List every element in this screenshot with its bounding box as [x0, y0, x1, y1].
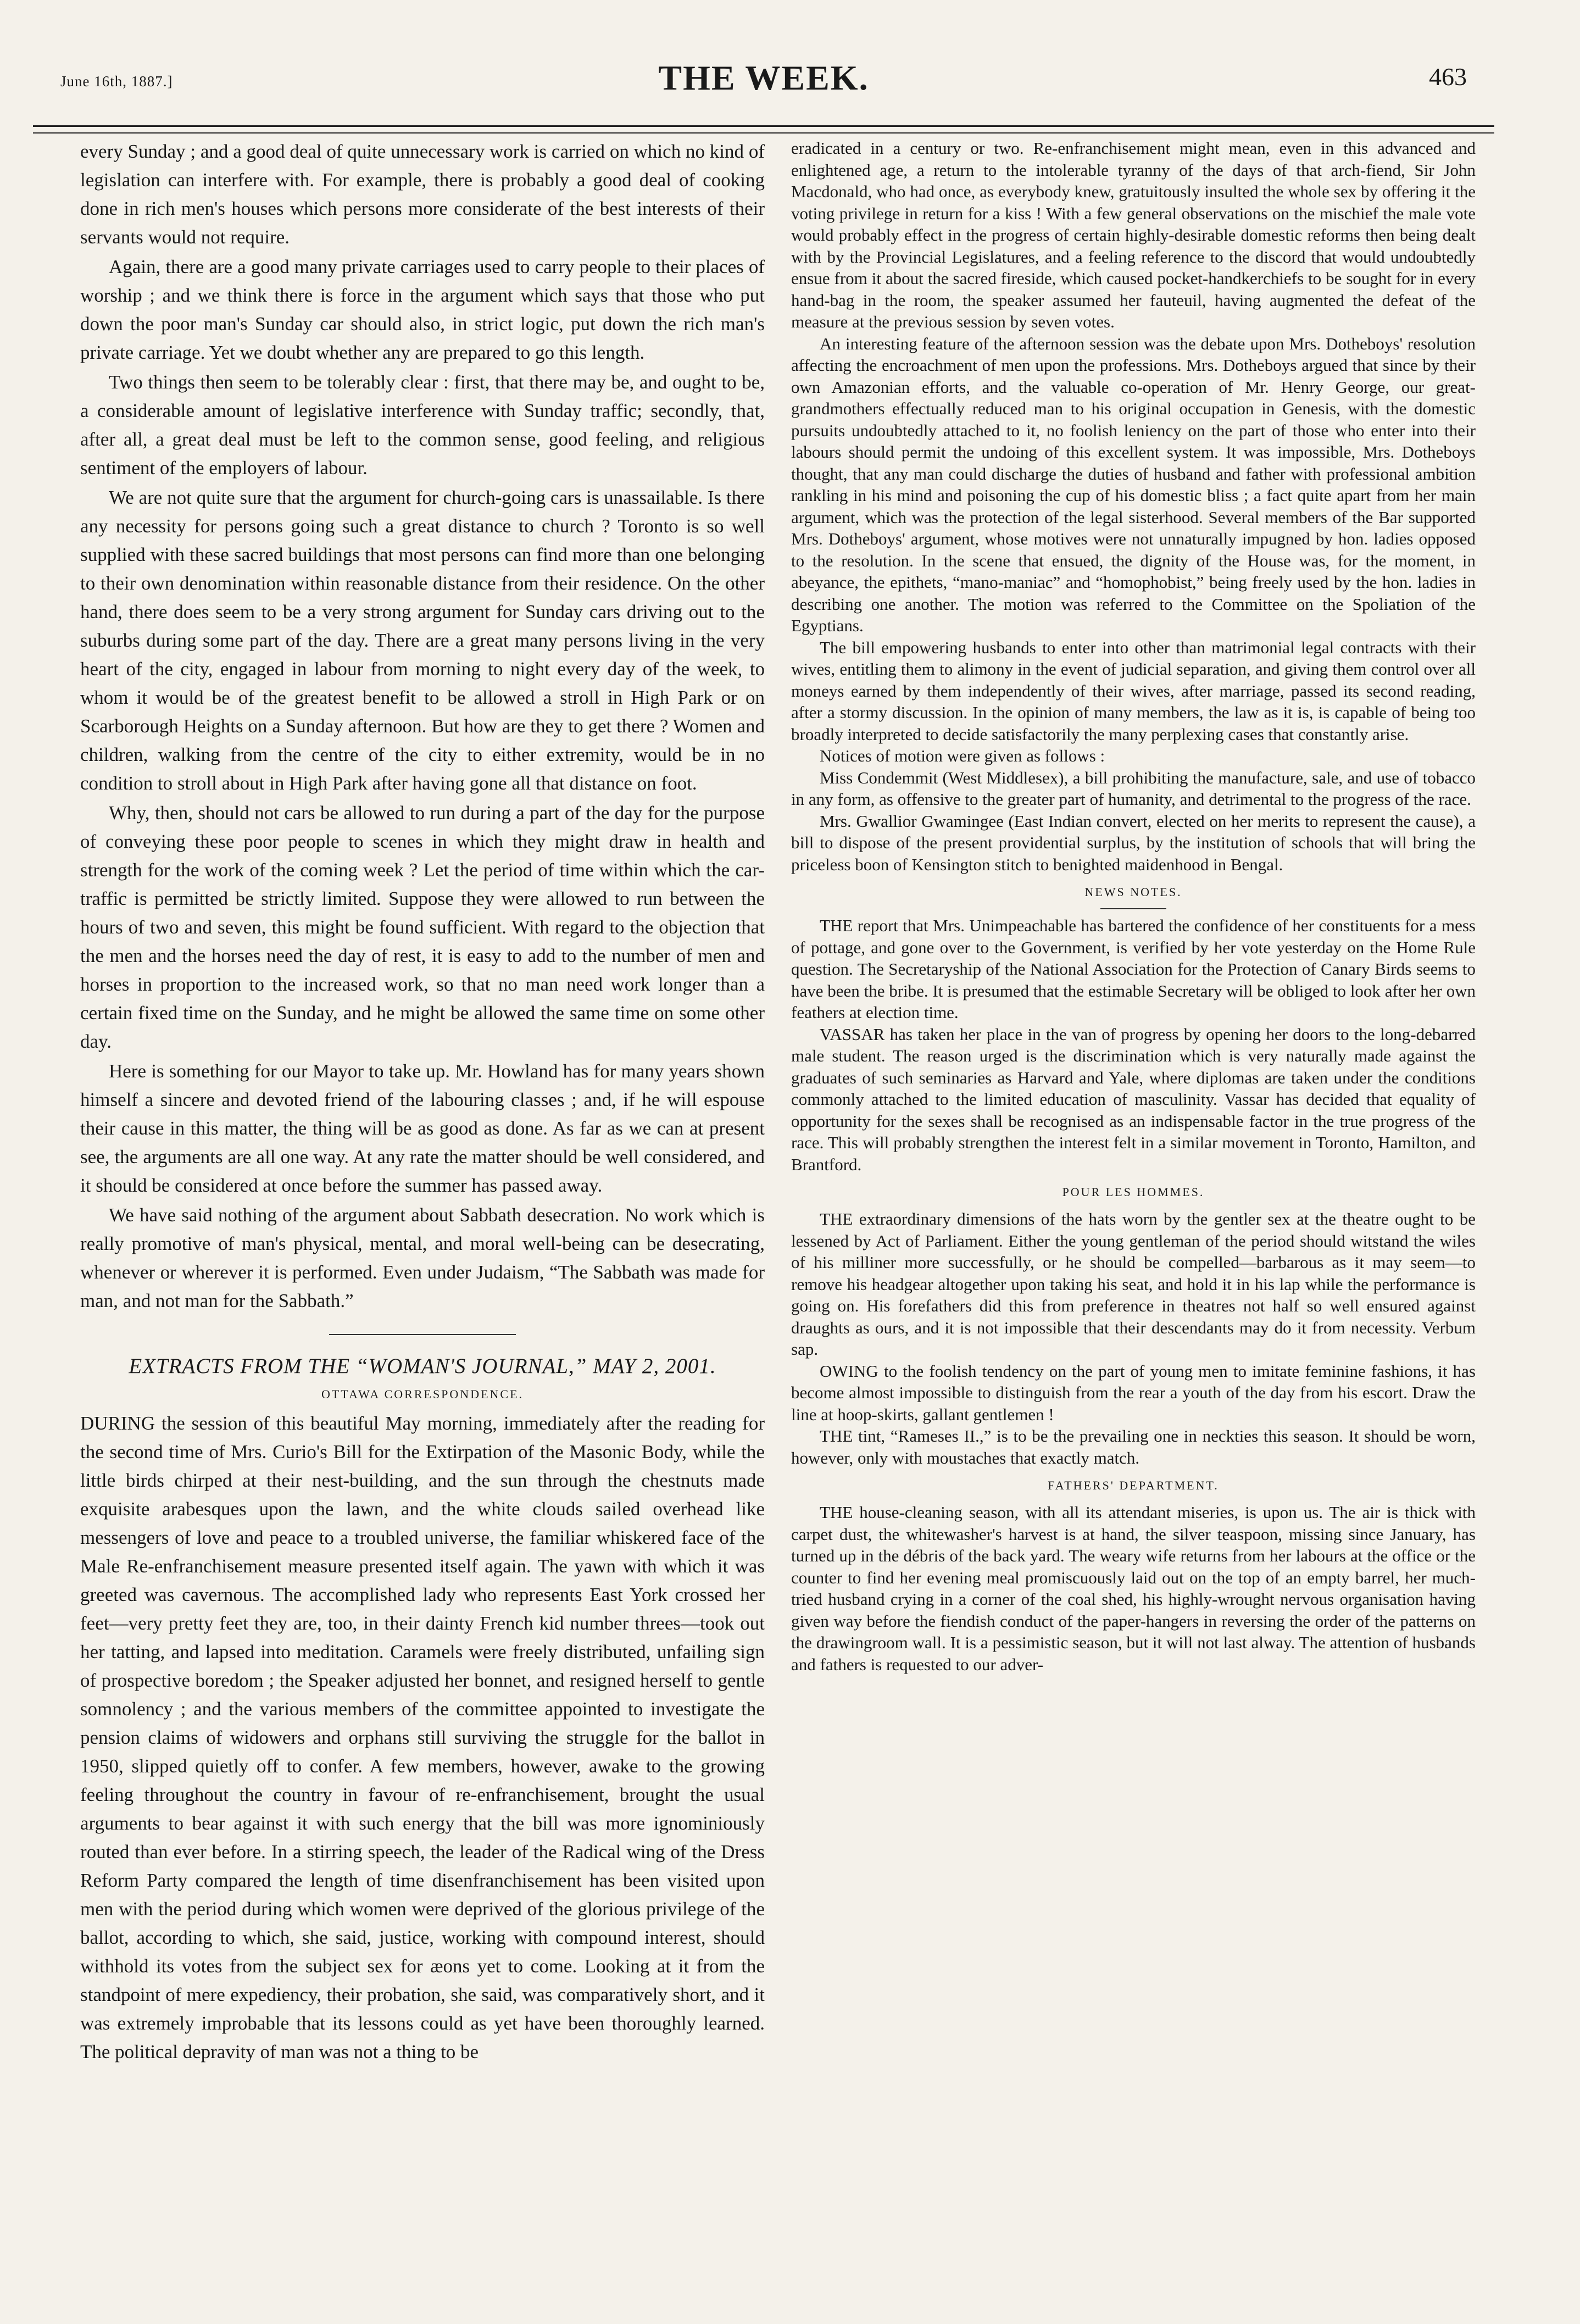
pour-les-hommes-item: THE extraordinary dimensions of the hats worn by the gentler sex at the theatre ought to be lessened by Act of Parliament. Either the young gentleman of the period should witstand the wiles of his milliner more successfully, or he should be compelled—barbarous as it may seem—to remove his headgear altogether upon taking his seat, and hold it in his lap while the performance is going on. His forefathers did this from preference in theatres not half so well ensured against draughts as ours, and it is not impossible that their descendants may do it from necessity. Verbum sap. — [791, 1209, 1476, 1359]
section-divider — [329, 1334, 516, 1335]
masthead-title: THE WEEK. — [658, 58, 869, 97]
news-note: THE report that Mrs. Unimpeachable has bartered the confidence of her constituents for a mess of pottage, and gone over to the Government, is verified by her vote yesterday on the Home Rule question. The Secretaryship of the National Association for the Protection of Canary Birds seems to have been the bribe. It is presumed that the estimable Secretary will be obliged to look after her own feathers at election time. — [791, 916, 1476, 1022]
subhead-pour-les-hommes: POUR LES HOMMES. — [1062, 1185, 1205, 1199]
paragraph: Here is something for our Mayor to take up. Mr. Howland has for many years shown himself a sincere and devoted friend of the labouring classes ; and, if he will espouse their cause in this matter, the thing will be as good as done. As far as we can at present see, the arguments are all one way. At any rate the matter should be well considered, and it should be considered at once before the summer has passed away. — [80, 1060, 765, 1196]
pour-les-hommes-item: OWING to the foolish tendency on the part of young men to imitate feminine fashions, it has become almost impossible to distinguish from the rear a youth of the day from his escort. Draw the line at hoop-skirts, gallant gentlemen ! — [791, 1361, 1476, 1424]
paragraph: We have said nothing of the argument about Sabbath desecration. No work which is really promotive of man's physical, mental, and moral well-being can be desecrating, whenever or wherever it is performed. Even under Judaism, “The Sabbath was made for man, and not man for the Sabbath.” — [80, 1204, 765, 1311]
paragraph: Two things then seem to be tolerably clear : first, that there may be, and ought to be, a considerable amount of legislative interference with Sunday traffic; secondly, that, after all, a great deal must be left to the common sense, good feeling, and religious sentiment of the employers of labour. — [80, 371, 765, 479]
page-header — [60, 58, 1467, 102]
paragraph: eradicated in a century or two. Re-enfranchisement might mean, even in this advanced and enlightened age, a return to the intolerable tyranny of the days of that arch-fiend, Sir John Macdonald, who had once, as everybody knew, gratuitously insulted the whole sex by offering it the voting privilege in return for a kiss ! With a few general observations on the mischief the male vote would probably effect in the progress of certain highly-desirable domestic reforms then being dealt with by the Provincial Legislatures, and a feeling reference to the discord that would undoubtedly ensue from it about the sacred fireside, which caused pocket-handkerchiefs to be sought for in every hand-bag in the room, the speaker assumed her fauteuil, having augmented the defeat of the measure at the previous session by seven votes. — [791, 138, 1476, 331]
paragraph: We are not quite sure that the argument for church-going cars is unassailable. Is there any necessity for persons going such a great distance to church ? Toronto is so well supplied with these sacred buildings that most persons can find more than one belonging to their own denomination within reasonable distance from their residence. On the other hand, there does seem to be a very strong argument for Sunday cars driving out to the suburbs during some part of the day. There are a great many persons living in the very heart of the city, engaged in labour from morning to night every day of the week, to whom it would be of the greatest benefit to be allowed a stroll in High Park or on Scarborough Heights on a Sunday afternoon. But how are they to get there ? Women and children, walking from the centre of the city to either extremity, would be in no condition to stroll about in High Park after having gone all that distance on foot. — [80, 487, 765, 794]
section-title: EXTRACTS FROM THE “WOMAN'S JOURNAL,” MAY 2, 2001. — [129, 1354, 716, 1378]
left-column — [80, 137, 765, 2291]
paragraph: Why, then, should not cars be allowed to run during a part of the day for the purpose of conveying these poor people to scenes in which they might draw in health and strength for the work of the coming week ? Let the period of time within which the car-traffic is permitted be strictly limited. Suppose they were allowed to run between the hours of two and seven, this might be found sufficient. With regard to the objection that the men and the horses need the day of rest, it is easy to add to the number of men and horses in proportion to the increased work, so that no man need work longer than a certain fixed time on the Sunday, and he might be allowed the same time on some other day. — [80, 802, 765, 1052]
issue-date: June 16th, 1887.] — [60, 73, 173, 90]
paragraph: Again, there are a good many private carriages used to carry people to their places of worship ; and we think there is force in the argument which says that those who put down the poor man's Sunday car should also, in strict logic, put down the rich man's private carriage. Yet we doubt whether any are prepared to go this length. — [80, 256, 765, 363]
page-number: 463 — [1429, 63, 1467, 91]
news-note: VASSAR has taken her place in the van of progress by opening her doors to the long-debarred male student. The reason urged is the discrimination which is very naturally made against the graduates of such seminaries as Harvard and Yale, where diplomas are taken under the conditions commonly attached to the limited education of masculinity. Vassar has decided that equality of opportunity for the sexes shall be recognised as an indispensable factor in the true progress of the race. This will probably strengthen the interest felt in a similar movement in Toronto, Hamilton, and Brantford. — [791, 1024, 1476, 1174]
paragraph: every Sunday ; and a good deal of quite unnecessary work is carried on which no kind of legislation can interfere with. For example, there is probably a good deal of cooking done in rich men's houses which persons more considerate of the best interests of their servants would not require. — [80, 141, 765, 248]
paragraph: An interesting feature of the afternoon session was the debate upon Mrs. Dotheboys' resolution affecting the encroachment of men upon the professions. Mrs. Dotheboys argued that since by their own Amazonian efforts, and the valuable co-operation of Mr. Henry George, our great-grandmothers effectually reduced man to his original occupation in Genesis, with the domestic pursuits undoubtedly attached to it, no foolish leniency on the part of those who enter into their labours should permit the undoing of this excellent system. It was impossible, Mrs. Dotheboys thought, that any man could discharge the duties of husband and father with professional ambition rankling in his mind and poisoning the cup of his domestic bliss ; a fact quite apart from her main argument, which was the protection of the legal sisterhood. Several members of the Bar supported Mrs. Dotheboys' argument, whose motives were not unnaturally impugned by hon. ladies opposed to the resolution. In the scene that ensued, the dignity of the House was, for the moment, in abeyance, the epithets, “mano-maniac” and “homophobist,” being freely used by the hon. ladies in describing one another. The motion was referred to the Committee on the Spoliation of the Egyptians. — [791, 333, 1476, 635]
subhead-rule — [1100, 908, 1166, 909]
pour-les-hommes-item: THE tint, “Rameses II.,” is to be the prevailing one in neckties this season. It should be worn, however, only with moustaches that exactly match. — [791, 1426, 1476, 1467]
fathers-item: THE house-cleaning season, with all its attendant miseries, is upon us. The air is thick with carpet dust, the whitewasher's harvest is at hand, the silver teaspoon, missing since January, has turned up in the débris of the back yard. The weary wife returns from her labours at the office or the counter to find her evening meal promiscuously laid out on the top of an empty barrel, her much-tried husband crying in a corner of the coal shed, his highly-wrought nervous organisation having given way before the fiendish conduct of the paper-hangers in reversing the order of the patterns on the drawingroom wall. It is a pessimistic season, but it will not last alway. The attention of husbands and fathers is requested to our adver- — [791, 1503, 1476, 1674]
ottawa-paragraph: DURING the session of this beautiful May morning, immediately after the reading for the second time of Mrs. Curio's Bill for the Extirpation of the Masonic Body, while the little birds chirped at their nest-building, and the sun through the chestnuts made exquisite arabesques upon the lawn, and the white clouds sailed overhead like messengers of love and peace to a troubled universe, the familiar whiskered face of the Male Re-enfranchisement measure presented itself again. The yawn with which it was greeted was cavernous. The accomplished lady who represents East York crossed her feet—very pretty feet they are, too, in their dainty French kid number threes—took out her tatting, and lapsed into meditation. Caramels were freely distributed, unfailing sign of prospective boredom ; the Speaker adjusted her bonnet, and resigned herself to gentle somnolency ; and the various members of the committee appointed to investigate the pension claims of widowers and orphans still surviving the struggle for the ballot in 1950, slipped quietly off to confer. A few members, however, awake to the growing feeling throughout the country in favour of re-enfranchisement, brought the usual arguments to bear against it with such energy that the bill was more ignominiously routed than ever before. In a stirring speech, the leader of the Radical wing of the Dress Reform Party compared the length of time disenfranchisement has been visited upon men with the period during which women were deprived of the glorious privilege of the ballot, according to which, she said, justice, working with compound interest, should withhold its votes from the subject sex for æons yet to come. Looking at it from the standpoint of mere expediency, their probation, she said, was comparatively short, and it was extremely improbable that its lessons could as yet have been thoroughly learned. The political depravity of man was not a thing to be — [80, 1413, 765, 2062]
subhead-fathers-department: FATHERS' DEPARTMENT. — [1048, 1478, 1219, 1492]
paragraph: Notices of motion were given as follows : — [820, 746, 1105, 765]
header-rule — [33, 125, 1494, 134]
paragraph: Miss Condemmit (West Middlesex), a bill prohibiting the manufacture, sale, and use of tobacco in any form, as offensive to the greater part of humanity, and detrimental to the progress of the race. — [791, 768, 1476, 809]
paragraph: The bill empowering husbands to enter into other than matrimonial legal contracts with their wives, entitling them to alimony in the event of judicial separation, and giving them control over all moneys earned by them independently of their wives, after marriage, passed its second reading, after a stormy discussion. In the opinion of many members, the law as it is, is capable of being too broadly interpreted to decide satisfactorily the many perplexing cases that constantly arise. — [791, 637, 1476, 744]
subhead-ottawa: OTTAWA CORRESPONDENCE. — [321, 1387, 524, 1401]
right-column — [791, 137, 1476, 2291]
subhead-news-notes: NEWS NOTES. — [1084, 885, 1182, 899]
paragraph: Mrs. Gwallior Gwamingee (East Indian convert, elected on her merits to represent the cause), a bill to dispose of the present providential surplus, by the institution of schools that will bring the priceless boon of Kensington stitch to benighted maidenhood in Bengal. — [791, 811, 1476, 874]
